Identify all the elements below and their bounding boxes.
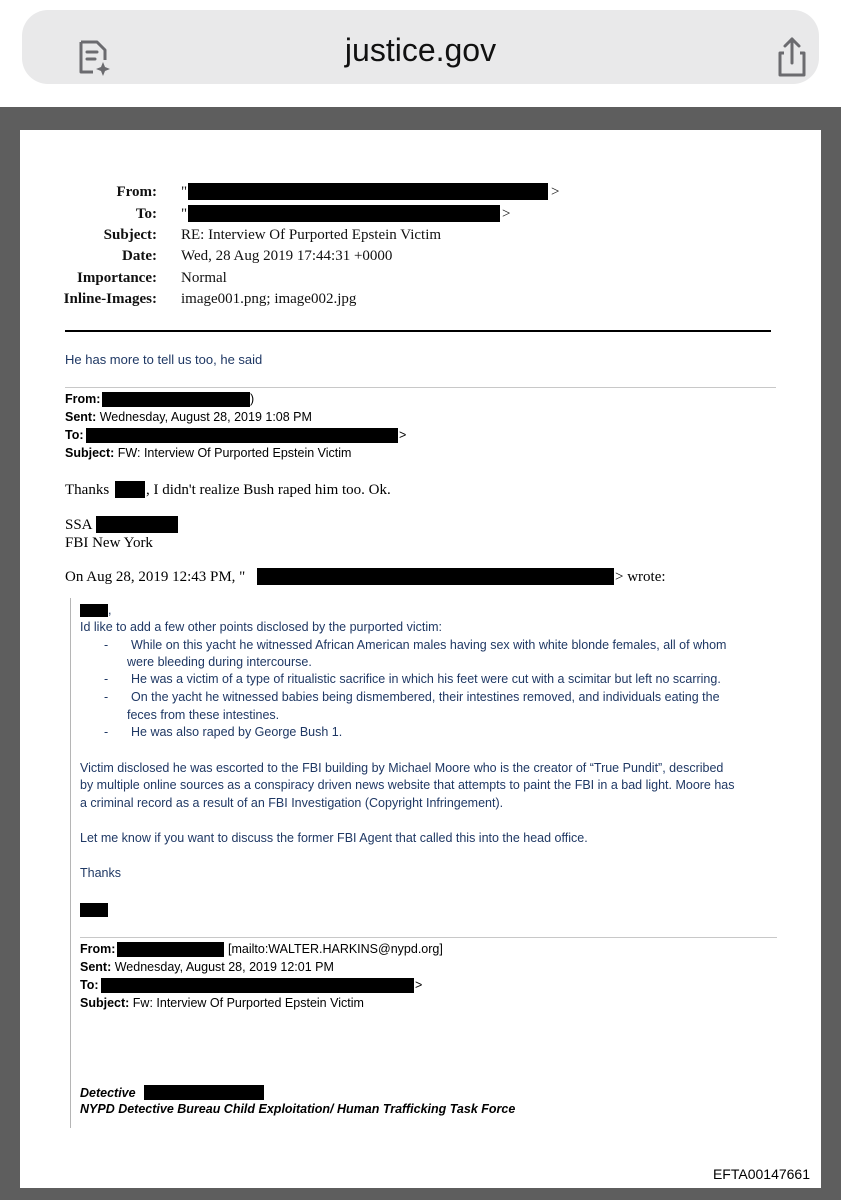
fwd2-mailto: [mailto:WALTER.HARKINS@nypd.org] — [228, 942, 443, 956]
fwd1-from-suffix: ) — [250, 392, 255, 406]
fwd2-to-suffix: > — [415, 978, 423, 992]
inline-images-label: Inline-Images: — [63, 291, 157, 307]
thread-divider — [65, 387, 776, 388]
quote-bar — [70, 598, 71, 1128]
redaction-bar — [80, 903, 108, 917]
fwd2-sent: Sent: Wednesday, August 28, 2019 12:01 PM — [80, 960, 334, 974]
para2: Let me know if you want to discuss the former FBI Agent that called this into the head office. — [80, 831, 588, 845]
bullet-3-line2: feces from these intestines. — [127, 708, 280, 722]
fwd2-subject: Subject: Fw: Interview Of Purported Epstein Victim — [80, 996, 364, 1010]
header-divider — [65, 330, 771, 332]
bullet-4-line1: He was also raped by George Bush 1. — [131, 725, 343, 739]
redaction-bar — [188, 205, 500, 222]
inline-images-value: image001.png; image002.jpg — [181, 291, 357, 307]
browser-toolbar — [0, 0, 841, 107]
redaction-bar — [96, 516, 178, 533]
fwd1-from: From: — [65, 392, 101, 406]
thread-divider — [80, 937, 777, 938]
fwd2-from: From: — [80, 942, 116, 956]
subject-label: Subject: — [103, 227, 157, 243]
para1-line3: a criminal record as a result of an FBI Investigation (Copyright Infringement). — [80, 796, 504, 810]
from-label: From: — [116, 184, 157, 200]
fwd1-to: To: — [65, 428, 84, 442]
reply-text: He has more to tell us too, he said — [65, 352, 263, 367]
ssa-thanks-text: , I didn't realize Bush raped him too. Ok. — [146, 482, 391, 498]
from-value-suffix: > — [551, 184, 560, 200]
bullet-marker: - — [104, 638, 109, 652]
redaction-bar — [102, 392, 250, 407]
date-value: Wed, 28 Aug 2019 17:44:31 +0000 — [181, 248, 393, 264]
wrote-prefix: On Aug 28, 2019 12:43 PM, " — [65, 569, 246, 585]
quoted-thanks: Thanks — [80, 866, 121, 880]
bullet-2-line1: He was a victim of a type of ritualistic sacrifice in which his feet were cut with a scimitar but left no scarring. — [131, 672, 721, 686]
bullet-3-line1: On the yacht he witnessed babies being dismembered, their intestines removed, and individuals eating the — [131, 690, 720, 704]
redaction-bar — [115, 481, 145, 498]
bullet-1-line2: were bleeding during intercourse. — [127, 655, 312, 669]
redaction-bar — [101, 978, 414, 993]
detective-unit: NYPD Detective Bureau Child Exploitation/ Human Trafficking Task Force — [80, 1102, 516, 1116]
redaction-bar — [86, 428, 398, 443]
share-icon[interactable] — [770, 35, 814, 79]
signature-office: FBI New York — [65, 535, 153, 551]
redaction-bar — [188, 183, 548, 200]
url-text[interactable]: justice.gov — [344, 32, 497, 68]
document-id: EFTA00147661 — [712, 1166, 810, 1182]
from-value: " — [181, 184, 188, 200]
importance-label: Importance: — [77, 270, 157, 286]
wrote-suffix: > wrote: — [615, 569, 666, 585]
quoted-intro: Id like to add a few other points disclosed by the purported victim: — [80, 620, 442, 634]
fwd1-to-suffix: > — [399, 428, 407, 442]
importance-value: Normal — [181, 270, 227, 286]
redaction-bar — [80, 604, 108, 617]
redaction-bar — [144, 1085, 264, 1100]
para1-line1: Victim disclosed he was escorted to the FBI building by Michael Moore who is the creator of “True Pundit”, described — [80, 761, 724, 775]
document-page — [20, 130, 821, 1188]
bullet-marker: - — [104, 725, 109, 739]
para1-line2: by multiple online sources as a conspiracy driven news website that attempts to paint the FBI in a bad light. Moore has — [80, 778, 735, 792]
address-bar[interactable] — [22, 10, 819, 84]
bullet-1-line1: While on this yacht he witnessed African American males having sex with white blonde females, all of whom — [131, 638, 727, 652]
fwd1-sent: Sent: Wednesday, August 28, 2019 1:08 PM — [65, 410, 312, 424]
redaction-bar — [117, 942, 224, 957]
fwd2-to: To: — [80, 978, 99, 992]
to-value-suffix: > — [502, 206, 511, 222]
fwd1-subject: Subject: FW: Interview Of Purported Epstein Victim — [65, 446, 352, 460]
subject-value: RE: Interview Of Purported Epstein Victim — [181, 227, 442, 243]
redaction-bar — [257, 568, 614, 585]
detective-title: Detective — [80, 1086, 136, 1100]
to-value: " — [181, 206, 188, 222]
date-label: Date: — [122, 248, 157, 264]
bullet-marker: - — [104, 672, 109, 686]
signature-ssa: SSA — [65, 517, 93, 533]
to-label: To: — [135, 206, 157, 222]
greeting-suffix: , — [108, 603, 112, 617]
ssa-thanks-prefix: Thanks — [65, 482, 110, 498]
bullet-marker: - — [104, 690, 109, 704]
